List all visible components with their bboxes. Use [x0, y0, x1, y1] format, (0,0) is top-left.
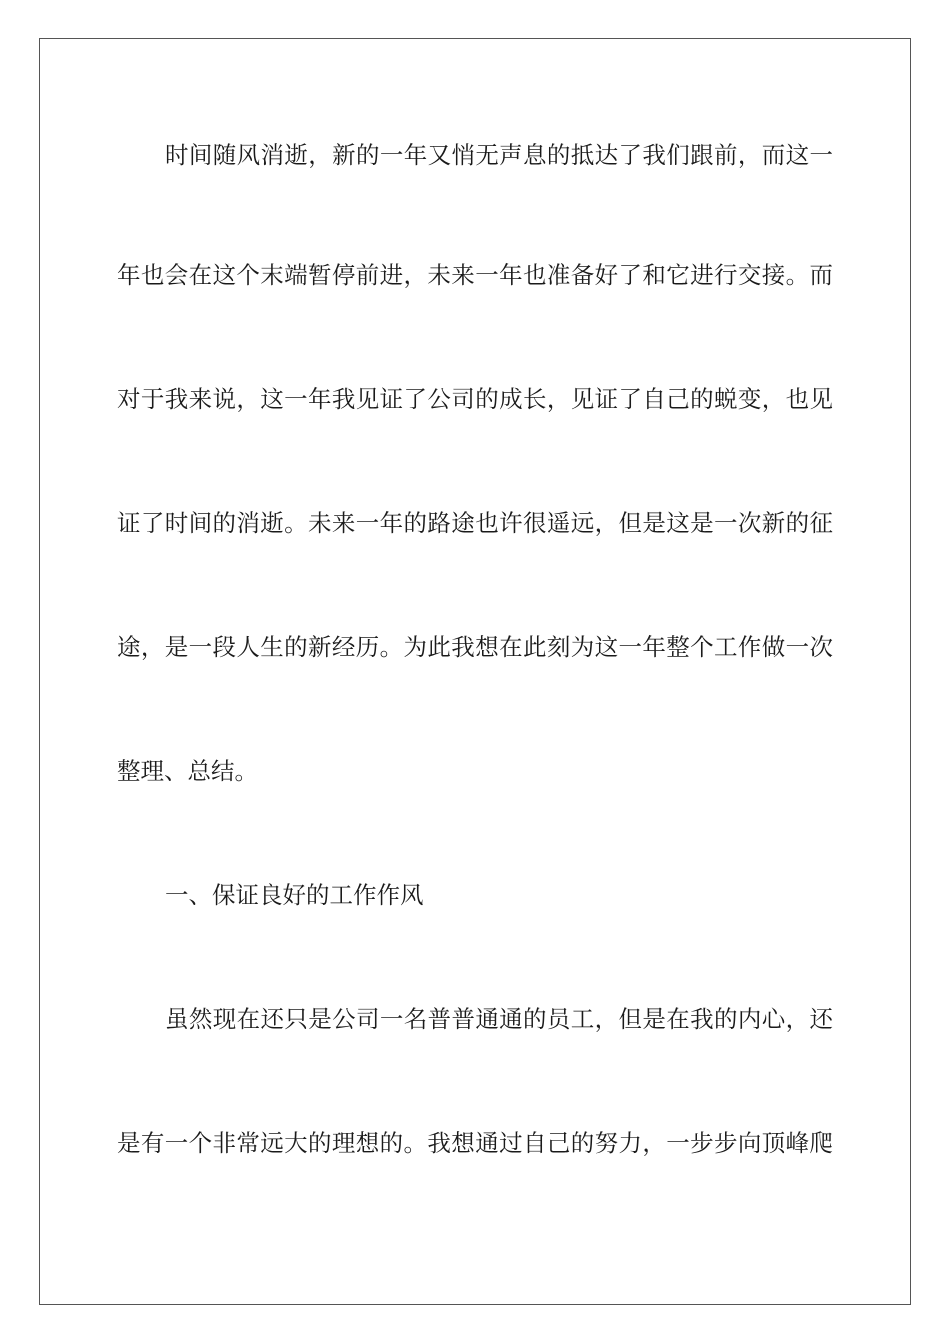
paragraph-line: 是有一个非常远大的理想的。我想通过自己的努力，一步步向顶峰爬	[117, 1129, 833, 1157]
page-frame	[39, 38, 911, 1305]
paragraph-line: 途，是一段人生的新经历。为此我想在此刻为这一年整个工作做一次	[117, 633, 833, 661]
paragraph-line: 虽然现在还只是公司一名普普通通的员工，但是在我的内心，还	[165, 1005, 833, 1033]
section-heading: 一、保证良好的工作作风	[165, 881, 424, 909]
paragraph-line: 证了时间的消逝。未来一年的路途也许很遥远，但是这是一次新的征	[117, 509, 833, 537]
paragraph-line: 年也会在这个末端暂停前进，未来一年也准备好了和它进行交接。而	[117, 261, 833, 289]
paragraph-line: 整理、总结。	[117, 757, 258, 785]
paragraph-line: 时间随风消逝，新的一年又悄无声息的抵达了我们跟前，而这一	[165, 141, 833, 169]
paragraph-line: 对于我来说，这一年我见证了公司的成长，见证了自己的蜕变，也见	[117, 385, 833, 413]
